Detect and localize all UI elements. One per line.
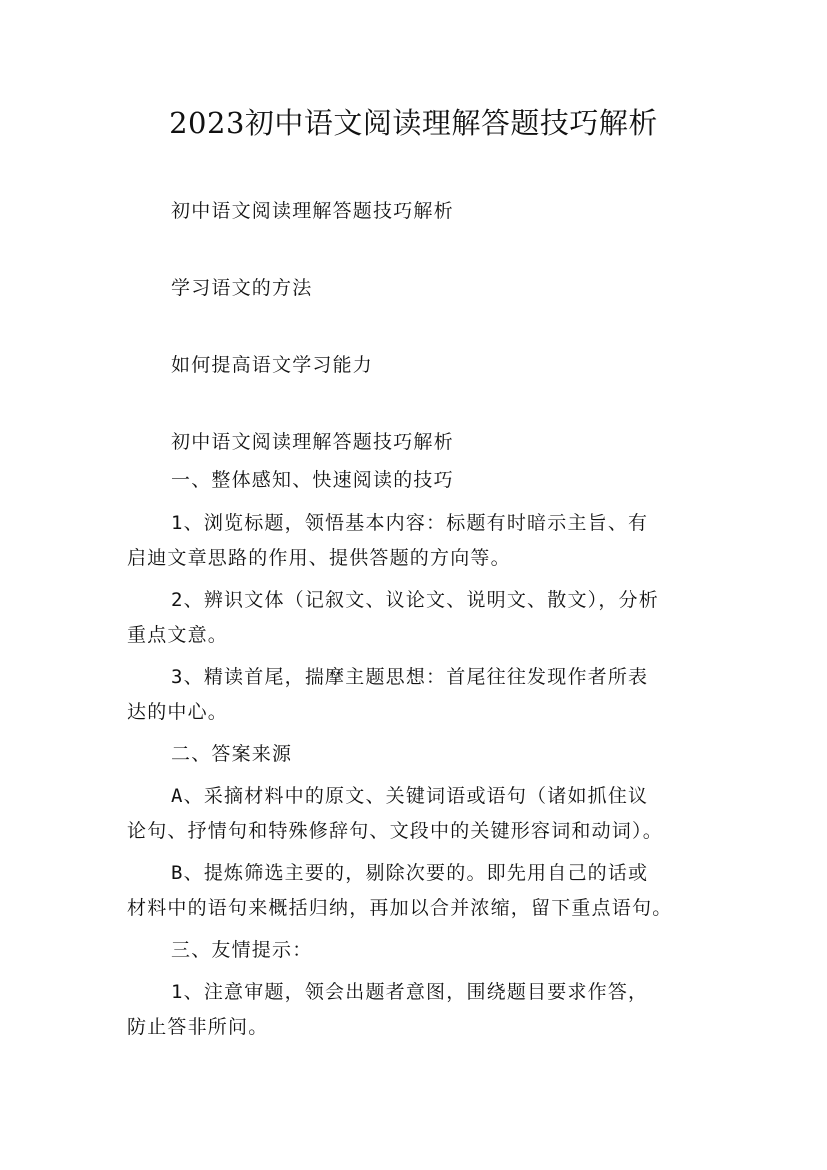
toc-line-3: 如何提高语文学习能力 [171, 354, 374, 376]
document-title: 2023初中语文阅读理解答题技巧解析 [169, 106, 658, 140]
paragraph-b-line-2: 材料中的语句来概括归纳，再加以合并浓缩，留下重点语句。 [127, 897, 673, 919]
paragraph-3-line-2: 达的中心。 [127, 701, 229, 723]
paragraph-3-line-1: 3、精读首尾，揣摩主题思想：首尾往往发现作者所表 [171, 666, 649, 688]
paragraph-1-line-1: 1、浏览标题，领悟基本内容：标题有时暗示主旨、有 [171, 512, 649, 534]
toc-line-1: 初中语文阅读理解答题技巧解析 [171, 200, 454, 222]
paragraph-a-line-2: 论句、抒情句和特殊修辞句、文段中的关键形容词和动词）。 [127, 820, 663, 842]
paragraph-a-line-1: A、采摘材料中的原文、关键词语或语句（诸如抓住议 [171, 785, 649, 807]
paragraph-2-line-2: 重点文意。 [127, 624, 229, 646]
heading-two: 二、答案来源 [171, 743, 293, 765]
section-heading: 初中语文阅读理解答题技巧解析 [171, 431, 454, 453]
paragraph-2-line-1: 2、辨识文体（记叙文、议论文、说明文、散文），分析 [171, 589, 659, 611]
paragraph-4-line-1: 1、注意审题，领会出题者意图，围绕题目要求作答， [171, 981, 649, 1003]
heading-three: 三、友情提示： [171, 939, 313, 961]
paragraph-b-line-1: B、提炼筛选主要的，剔除次要的。即先用自己的话或 [171, 862, 649, 884]
paragraph-4-line-2: 防止答非所问。 [127, 1016, 269, 1038]
toc-line-2: 学习语文的方法 [171, 277, 313, 299]
paragraph-1-line-2: 启迪文章思路的作用、提供答题的方向等。 [127, 547, 511, 569]
heading-one: 一、整体感知、快速阅读的技巧 [171, 469, 454, 491]
